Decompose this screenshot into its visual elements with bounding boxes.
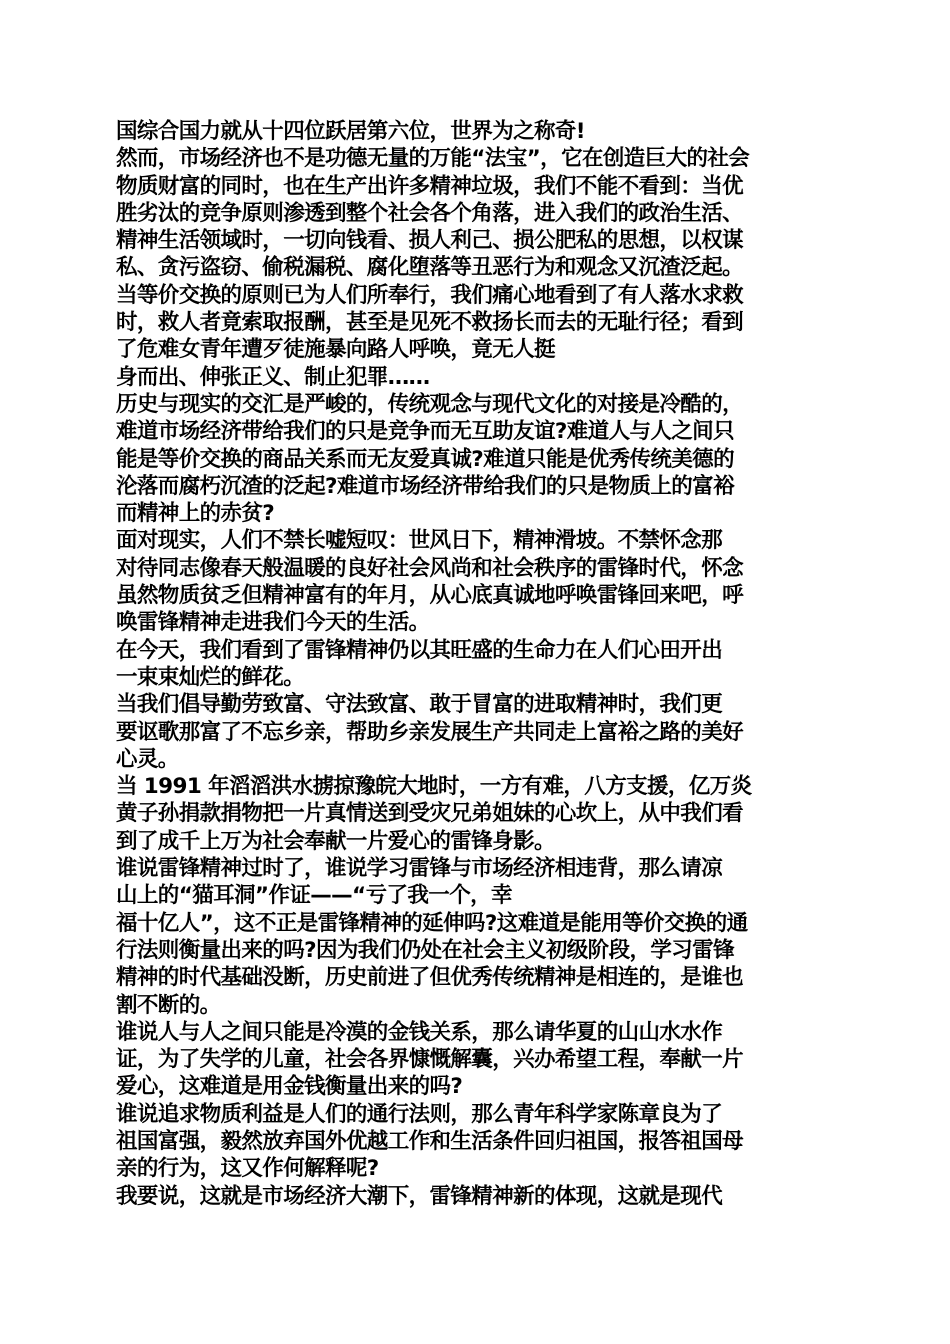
text-line: 到了成千上万为社会奉献一片爱心的雷锋身影。 (116, 828, 555, 854)
text-line: 谁说雷锋精神过时了，谁说学习雷锋与市场经济相违背，那么请凉 (116, 856, 723, 882)
text-line: 福十亿人”，这不正是雷锋精神的延伸吗?这难道是能用等价交换的通 (116, 910, 748, 936)
text-line: 当等价交换的原则已为人们所奉行，我们痛心地看到了有人落水求救 (116, 282, 744, 308)
text-line: 要讴歌那富了不忘乡亲，帮助乡亲发展生产共同走上富裕之路的美好 (116, 719, 744, 745)
text-line: 难道市场经济带给我们的只是竞争而无互助友谊?难道人与人之间只 (116, 419, 734, 445)
text-line: 国综合国力就从十四位跃居第六位，世界为之称奇! (116, 119, 586, 144)
text-line: 了危难女青年遭歹徒施暴向路人呼唤，竟无人挺 (116, 337, 555, 363)
text-line: 唤雷锋精神走进我们今天的生活。 (116, 610, 430, 636)
text-line: 历史与现实的交汇是严峻的，传统观念与现代文化的对接是冷酷的， (116, 391, 744, 417)
text-line: 当 1991 年滔滔洪水掳掠豫皖大地时，一方有难，八方支援，亿万炎 (116, 774, 752, 800)
text-line: 谁说追求物质利益是人们的通行法则，那么青年科学家陈章良为了 (116, 1101, 723, 1127)
text-line: 我要说，这就是市场经济大潮下，雷锋精神新的体现，这就是现代 (116, 1183, 723, 1209)
text-line: 沦落而腐朽沉渣的泛起?难道市场经济带给我们的只是物质上的富裕 (116, 473, 734, 499)
text-line: 心灵。 (116, 746, 179, 772)
text-line: 时，救人者竟索取报酬，甚至是见死不救扬长而去的无耻行径；看到 (116, 310, 744, 336)
text-line: 山上的“猫耳洞”作证——“亏了我一个，幸 (116, 883, 512, 909)
text-line: 爱心，这难道是用金钱衡量出来的吗? (116, 1074, 463, 1100)
text-line: 亲的行为，这又作何解释呢? (116, 1156, 379, 1182)
text-line: 割不断的。 (116, 992, 221, 1018)
text-line: 私、贪污盗窃、偷税漏税、腐化堕落等丑恶行为和观念又沉渣泛起。 (116, 255, 744, 281)
document-body (116, 118, 836, 1210)
text-line: 行法则衡量出来的吗?因为我们仍处在社会主义初级阶段，学习雷锋 (116, 937, 734, 963)
text-line: 谁说人与人之间只能是冷漠的金钱关系，那么请华夏的山山水水作 (116, 1019, 723, 1045)
text-line: 精神的时代基础没断，历史前进了但优秀传统精神是相连的，是谁也 (116, 965, 744, 991)
text-line: 物质财富的同时，也在生产出许多精神垃圾，我们不能不看到：当优 (116, 173, 744, 199)
text-line: 身而出、伸张正义、制止犯罪…… (116, 364, 430, 390)
text-line: 而精神上的赤贫? (116, 501, 275, 527)
text-line: 祖国富强，毅然放弃国外优越工作和生活条件回归祖国，报答祖国母 (116, 1128, 744, 1154)
text-line: 然而，市场经济也不是功德无量的万能“法宝”，它在创造巨大的社会 (116, 146, 750, 172)
text-line: 在今天，我们看到了雷锋精神仍以其旺盛的生命力在人们心田开出 (116, 637, 723, 663)
text-line: 虽然物质贫乏但精神富有的年月，从心底真诚地呼唤雷锋回来吧，呼 (116, 583, 744, 609)
text-line: 面对现实，人们不禁长嘘短叹：世风日下，精神滑坡。不禁怀念那 (116, 528, 723, 554)
text-line: 黄子孙捐款捐物把一片真情送到受灾兄弟姐妹的心坎上，从中我们看 (116, 801, 744, 827)
text-line: 当我们倡导勤劳致富、守法致富、敢于冒富的进取精神时，我们更 (116, 692, 723, 718)
text-line: 精神生活领域时，一切向钱看、损人利己、损公肥私的思想，以权谋 (116, 228, 744, 254)
text-line: 能是等价交换的商品关系而无友爱真诚?难道只能是优秀传统美德的 (116, 446, 734, 472)
text-line: 证，为了失学的儿童，社会各界慷慨解囊，兴办希望工程，奉献一片 (116, 1047, 744, 1073)
text-line: 胜劣汰的竞争原则渗透到整个社会各个角落，进入我们的政治生活、 (116, 200, 744, 226)
text-line: 对待同志像春天般温暖的良好社会风尚和社会秩序的雷锋时代，怀念 (116, 555, 744, 581)
text-line: 一束束灿烂的鲜花。 (116, 664, 305, 690)
